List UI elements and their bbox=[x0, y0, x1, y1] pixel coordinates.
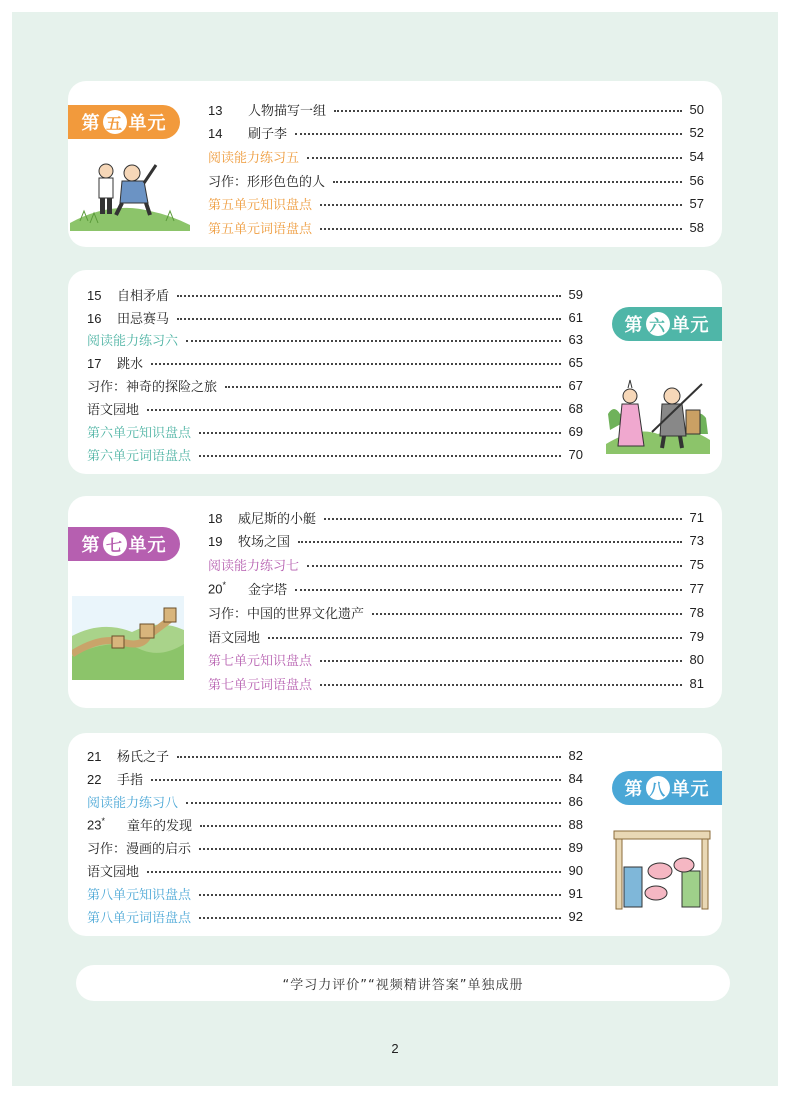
entry-title: 语文园地 bbox=[208, 630, 261, 646]
entry-title: 语文园地 bbox=[87, 402, 140, 418]
page-ref: 67 bbox=[568, 377, 583, 393]
toc-entry[interactable] bbox=[87, 905, 583, 927]
page-ref: 78 bbox=[689, 604, 704, 620]
entry-title: 自相矛盾 bbox=[117, 288, 170, 304]
page-ref: 50 bbox=[689, 101, 704, 117]
page-ref: 56 bbox=[689, 172, 704, 188]
dot-leader bbox=[177, 756, 561, 758]
entry-title: 跳水 bbox=[117, 356, 144, 372]
badge-suffix: 单元 bbox=[671, 779, 710, 800]
dot-leader bbox=[334, 110, 682, 112]
page-ref: 92 bbox=[568, 908, 583, 924]
toc-entry[interactable] bbox=[87, 351, 583, 373]
lesson-number: 15 bbox=[87, 287, 102, 303]
page-ref: 79 bbox=[689, 628, 704, 644]
page-ref: 69 bbox=[568, 423, 583, 439]
badge-prefix: 第 bbox=[624, 315, 644, 336]
dot-leader bbox=[295, 589, 682, 591]
badge-number: 七 bbox=[103, 532, 127, 556]
entry-title: 习作：中国的世界文化遗产 bbox=[208, 606, 365, 622]
dot-leader bbox=[307, 157, 682, 159]
badge-suffix: 单元 bbox=[671, 315, 710, 336]
unit-7-badge bbox=[68, 527, 180, 561]
toc-entry[interactable] bbox=[87, 283, 583, 305]
toc-entry[interactable] bbox=[87, 813, 583, 835]
dot-leader bbox=[372, 613, 682, 615]
page-ref: 88 bbox=[568, 816, 583, 832]
toc-entry[interactable] bbox=[87, 374, 583, 396]
entry-title: 童年的发现 bbox=[127, 818, 193, 834]
unit-8-card bbox=[68, 733, 722, 936]
entry-title: 阅读能力练习五 bbox=[208, 150, 300, 166]
dot-leader bbox=[177, 295, 561, 297]
dot-leader bbox=[199, 432, 561, 434]
toc-entry[interactable] bbox=[87, 882, 583, 904]
page-ref: 57 bbox=[689, 195, 704, 211]
badge-prefix: 第 bbox=[81, 113, 101, 134]
toc-entry[interactable] bbox=[208, 601, 704, 623]
dot-leader bbox=[333, 181, 682, 183]
page-ref: 63 bbox=[568, 331, 583, 347]
entry-title: 杨氏之子 bbox=[117, 749, 170, 765]
dot-leader bbox=[225, 386, 561, 388]
dot-leader bbox=[199, 894, 561, 896]
entry-title: 阅读能力练习六 bbox=[87, 333, 179, 349]
unit-5-illustration bbox=[70, 151, 190, 231]
toc-entry[interactable] bbox=[87, 836, 583, 858]
page-ref: 89 bbox=[568, 839, 583, 855]
dot-leader bbox=[199, 917, 561, 919]
entry-title: 第七单元词语盘点 bbox=[208, 677, 313, 693]
optional-marker: * bbox=[101, 816, 105, 827]
toc-entry[interactable] bbox=[208, 192, 704, 214]
entry-title: 牧场之国 bbox=[238, 534, 291, 550]
toc-entry[interactable] bbox=[208, 98, 704, 120]
page-ref: 81 bbox=[689, 675, 704, 691]
page-ref: 73 bbox=[689, 532, 704, 548]
unit-8-badge bbox=[612, 771, 722, 805]
entry-title: 第五单元知识盘点 bbox=[208, 197, 313, 213]
lesson-number: 21 bbox=[87, 748, 102, 764]
dot-leader bbox=[307, 565, 682, 567]
page-ref: 75 bbox=[689, 556, 704, 572]
toc-entry[interactable] bbox=[208, 648, 704, 670]
page-ref: 52 bbox=[689, 124, 704, 140]
toc-entry[interactable] bbox=[208, 121, 704, 143]
dot-leader bbox=[151, 779, 561, 781]
unit-5-badge bbox=[68, 105, 180, 139]
dot-leader bbox=[186, 802, 561, 804]
toc-entry[interactable] bbox=[87, 767, 583, 789]
unit-6-badge bbox=[612, 307, 722, 341]
entry-title: 第七单元知识盘点 bbox=[208, 653, 313, 669]
dot-leader bbox=[199, 848, 561, 850]
entry-title: 人物描写一组 bbox=[248, 103, 327, 119]
lesson-number: 16 bbox=[87, 310, 102, 326]
lesson-number: 22 bbox=[87, 771, 102, 787]
badge-prefix: 第 bbox=[624, 779, 644, 800]
entry-title: 习作：神奇的探险之旅 bbox=[87, 379, 218, 395]
page-ref: 70 bbox=[568, 446, 583, 462]
dot-leader bbox=[199, 455, 561, 457]
page-ref: 54 bbox=[689, 148, 704, 164]
entry-title: 第八单元词语盘点 bbox=[87, 910, 192, 926]
toc-entry[interactable] bbox=[208, 625, 704, 647]
dot-leader bbox=[320, 228, 682, 230]
entry-title: 语文园地 bbox=[87, 864, 140, 880]
badge-prefix: 第 bbox=[81, 535, 101, 556]
dot-leader bbox=[268, 637, 682, 639]
entry-title: 第五单元词语盘点 bbox=[208, 221, 313, 237]
unit-6-illustration bbox=[606, 374, 710, 454]
page-ref: 90 bbox=[568, 862, 583, 878]
page-ref: 68 bbox=[568, 400, 583, 416]
toc-entry[interactable] bbox=[208, 529, 704, 551]
entry-title: 习作：形形色色的人 bbox=[208, 174, 326, 190]
unit-8-illustration bbox=[610, 827, 714, 911]
unit-7-illustration bbox=[72, 596, 184, 680]
page-ref: 84 bbox=[568, 770, 583, 786]
page-number: 2 bbox=[391, 1041, 399, 1056]
page-ref: 58 bbox=[689, 219, 704, 235]
page-ref: 86 bbox=[568, 793, 583, 809]
dot-leader bbox=[320, 660, 682, 662]
entry-title: 第八单元知识盘点 bbox=[87, 887, 192, 903]
lesson-number: 23* bbox=[87, 816, 105, 833]
toc-entry[interactable] bbox=[87, 790, 583, 812]
dot-leader bbox=[320, 684, 682, 686]
entry-title: 手指 bbox=[117, 772, 144, 788]
page-ref: 77 bbox=[689, 580, 704, 596]
lesson-number: 19 bbox=[208, 533, 223, 549]
toc-entry[interactable] bbox=[208, 216, 704, 238]
dot-leader bbox=[177, 318, 561, 320]
toc-entry[interactable] bbox=[87, 744, 583, 766]
dot-leader bbox=[320, 204, 682, 206]
entry-title: 阅读能力练习八 bbox=[87, 795, 179, 811]
page-ref: 82 bbox=[568, 747, 583, 763]
dot-leader bbox=[324, 518, 682, 520]
page-ref: 61 bbox=[568, 309, 583, 325]
unit-5-card bbox=[68, 81, 722, 247]
badge-number: 五 bbox=[103, 110, 127, 134]
badge-number: 八 bbox=[646, 776, 670, 800]
lesson-number: 20* bbox=[208, 580, 226, 597]
badge-number: 六 bbox=[646, 312, 670, 336]
toc-entry[interactable] bbox=[87, 420, 583, 442]
badge-suffix: 单元 bbox=[128, 535, 167, 556]
lesson-number: 13 bbox=[208, 102, 223, 118]
entry-title: 威尼斯的小艇 bbox=[238, 511, 317, 527]
toc-entry[interactable] bbox=[208, 553, 704, 575]
dot-leader bbox=[147, 409, 561, 411]
toc-entry[interactable] bbox=[208, 169, 704, 191]
toc-entry[interactable] bbox=[87, 328, 583, 350]
toc-entry[interactable] bbox=[208, 672, 704, 694]
toc-entry[interactable] bbox=[87, 859, 583, 881]
toc-entry[interactable] bbox=[87, 397, 583, 419]
page-ref: 91 bbox=[568, 885, 583, 901]
page-ref: 80 bbox=[689, 651, 704, 667]
entry-title: 第六单元知识盘点 bbox=[87, 425, 192, 441]
unit-6-card bbox=[68, 270, 722, 474]
toc-entry[interactable] bbox=[87, 443, 583, 465]
dot-leader bbox=[295, 133, 682, 135]
badge-suffix: 单元 bbox=[128, 113, 167, 134]
dot-leader bbox=[186, 340, 561, 342]
lesson-number: 18 bbox=[208, 510, 223, 526]
entry-title: 阅读能力练习七 bbox=[208, 558, 300, 574]
lesson-number: 14 bbox=[208, 125, 223, 141]
dot-leader bbox=[298, 541, 682, 543]
page-ref: 59 bbox=[568, 286, 583, 302]
toc-entry[interactable] bbox=[208, 506, 704, 528]
entry-title: 金字塔 bbox=[248, 582, 288, 598]
page-ref: 65 bbox=[568, 354, 583, 370]
lesson-number: 17 bbox=[87, 355, 102, 371]
dot-leader bbox=[200, 825, 561, 827]
page-ref: 71 bbox=[689, 509, 704, 525]
entry-title: 习作：漫画的启示 bbox=[87, 841, 192, 857]
entry-title: 刷子李 bbox=[248, 126, 288, 142]
toc-entry[interactable] bbox=[208, 577, 704, 599]
entry-title: 田忌赛马 bbox=[117, 311, 170, 327]
optional-marker: * bbox=[222, 580, 226, 591]
unit-7-card bbox=[68, 496, 722, 708]
entry-title: 第六单元词语盘点 bbox=[87, 448, 192, 464]
toc-entry[interactable] bbox=[208, 145, 704, 167]
footer-note: “学习力评价”“视频精讲答案”单独成册 bbox=[76, 965, 730, 1001]
dot-leader bbox=[151, 363, 561, 365]
dot-leader bbox=[147, 871, 561, 873]
toc-entry[interactable] bbox=[87, 306, 583, 328]
